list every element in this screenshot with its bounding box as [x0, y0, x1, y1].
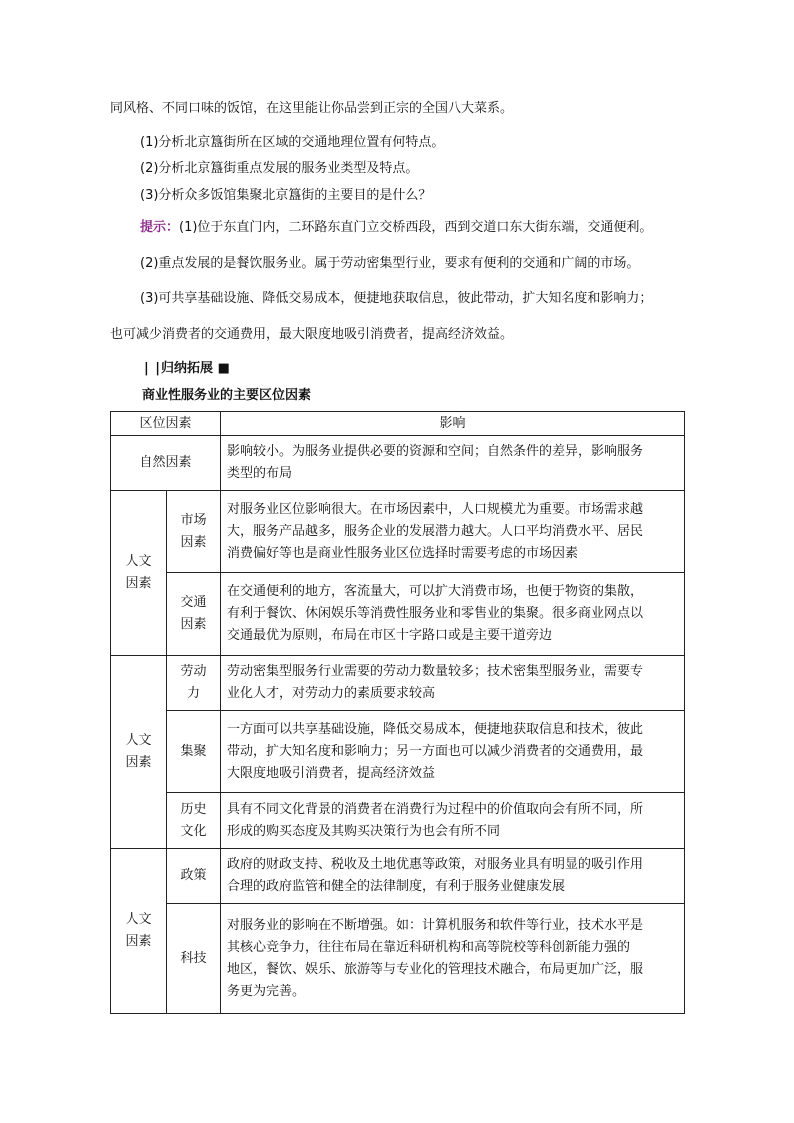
table-row-technology: [111, 904, 685, 1014]
agglomeration-factor-label: 集聚: [167, 711, 221, 793]
agglomeration-desc-line: 带动，扩大知名度和影响力；另一方面也可以减少消费者的交通费用，最: [227, 743, 644, 759]
market-factor-label: [167, 491, 221, 573]
technology-factor-label: 科技: [167, 904, 221, 1014]
location-factors-table: [110, 411, 685, 1014]
group2-label-top: 人文: [125, 733, 152, 748]
traffic-desc-line: 交通最优为原则，布局在市区十字路口或是主要干道旁边: [227, 628, 553, 643]
group2-label: [111, 656, 167, 849]
section-heading: [144, 360, 230, 378]
square-icon: ■: [217, 361, 230, 376]
traffic-factor-label: [167, 573, 221, 656]
labor-desc-line: 业化人才，对劳动力的素质要求较高: [227, 686, 436, 701]
table-row-agglomeration: [111, 711, 685, 793]
technology-factor-desc: [221, 904, 685, 1014]
hint-answer-3-line2: 也可减少消费者的交通费用，最大限度地吸引消费者，提高经济效益。: [110, 327, 514, 342]
table-row-market: [111, 491, 685, 573]
market-desc-line: 大，服务产品越多，服务企业的发展潜力越大。人口平均消费水平、居民: [227, 523, 644, 539]
market-factor-desc: [221, 491, 685, 573]
traffic-label-bottom: 因素: [180, 617, 207, 632]
question-3: (3)分析众多饭馆集聚北京簋街的主要目的是什么？: [140, 188, 432, 203]
traffic-factor-desc: [221, 573, 685, 656]
group3-label-top: 人文: [125, 912, 152, 927]
header-factor: 区位因素: [111, 412, 221, 436]
policy-desc-line: 合理的政府监管和健全的法律制度，有利于服务业健康发展: [227, 879, 566, 894]
traffic-label-top: 交通: [180, 595, 207, 610]
intro-line: 同风格、不同口味的饭馆，在这里能让你品尝到正宗的全国八大菜系。: [110, 101, 514, 116]
hint-answer-3-line1: (3)可共享基础设施、降低交易成本，便捷地获取信息，彼此带动，扩大知名度和影响力；: [140, 291, 653, 306]
hint-label: 提示：: [140, 220, 180, 235]
table-row-traffic: [111, 573, 685, 656]
hint-answer-2: (2)重点发展的是餐饮服务业。属于劳动密集型行业，要求有便利的交通和广阔的市场。: [140, 256, 640, 271]
history-factor-label: [167, 793, 221, 849]
natural-factor-label: 自然因素: [111, 436, 221, 491]
header-impact: 影响: [221, 412, 685, 436]
natural-desc-line: 类型的布局: [227, 466, 293, 481]
labor-factor-label: [167, 656, 221, 711]
labor-desc-line: 劳动密集型服务行业需要的劳动力数量较多；技术密集型服务业，需要专: [227, 664, 644, 679]
group1-label: [111, 491, 167, 656]
table-row-history: [111, 793, 685, 849]
technology-desc-line: 务更为完善。: [227, 983, 306, 999]
question-2: (2)分析北京簋街重点发展的服务业类型及特点。: [140, 161, 419, 176]
section-bars-icon: | |: [144, 361, 162, 376]
table-row-labor: [111, 656, 685, 711]
labor-label-bottom: 力: [187, 686, 201, 701]
agglomeration-desc-line: 一方面可以共享基础设施，降低交易成本，便捷地获取信息和技术，彼此: [227, 721, 644, 737]
technology-desc-line: 地区，餐饮、娱乐、旅游等与专业化的管理技术融合，布局更加广泛，服: [227, 961, 644, 977]
section-heading-text: 归纳拓展: [161, 361, 214, 376]
policy-desc-line: 政府的财政支持、税收及土地优惠等政策，对服务业具有明显的吸引作用: [227, 857, 644, 872]
market-desc-line: 对服务业区位影响很大。在市场因素中，人口规模尤为重要。市场需求越: [227, 501, 644, 517]
market-label-top: 市场: [180, 512, 207, 528]
technology-desc-line: 对服务业的影响在不断增强。如：计算机服务和软件等行业，技术水平是: [227, 917, 644, 933]
question-1: (1)分析北京簋街所在区域的交通地理位置有何特点。: [140, 135, 445, 150]
table-row-policy: [111, 849, 685, 904]
table-row-natural: [111, 436, 685, 491]
history-factor-desc: [221, 793, 685, 849]
agglomeration-desc-line: 大限度地吸引消费者，提高经济效益: [227, 765, 436, 781]
group1-label-bottom: 因素: [125, 576, 152, 591]
market-desc-line: 消费偏好等也是商业性服务业区位选择时需要考虑的市场因素: [227, 545, 579, 561]
history-label-bottom: 文化: [180, 823, 207, 839]
labor-factor-desc: [221, 656, 685, 711]
natural-factor-desc: [221, 436, 685, 491]
agglomeration-factor-desc: [221, 711, 685, 793]
policy-factor-label: 政策: [167, 849, 221, 904]
table-title: 商业性服务业的主要区位因素: [142, 388, 312, 403]
traffic-desc-line: 在交通便利的地方，客流量大，可以扩大消费市场，也便于物资的集散，: [227, 584, 644, 599]
table-header-row: [111, 412, 685, 436]
group2-label-bottom: 因素: [125, 755, 152, 770]
technology-desc-line: 其核心竞争力，往往布局在靠近科研机构和高等院校等科创新能力强的: [227, 939, 631, 955]
labor-label-top: 劳动: [180, 664, 207, 679]
history-label-top: 历史: [180, 801, 207, 817]
history-desc-line: 形成的购买态度及其购买决策行为也会有所不同: [227, 823, 501, 839]
traffic-desc-line: 有利于餐饮、休闲娱乐等消费性服务业和零售业的集聚。很多商业网点以: [227, 606, 644, 621]
group3-label-bottom: 因素: [125, 934, 152, 949]
history-desc-line: 具有不同文化背景的消费者在消费行为过程中的价值取向会有所不同，所: [227, 801, 644, 817]
natural-desc-line: 影响较小。为服务业提供必要的资源和空间；自然条件的差异，影响服务: [227, 444, 644, 459]
policy-factor-desc: [221, 849, 685, 904]
hint-answer-1: (1)位于东直门内，二环路东直门立交桥西段，西到交道口东大街东端，交通便利。: [179, 220, 653, 235]
group1-label-top: 人文: [125, 554, 152, 569]
group3-label: [111, 849, 167, 1014]
market-label-bottom: 因素: [180, 534, 207, 550]
hint-answer-1-line: [140, 219, 652, 237]
